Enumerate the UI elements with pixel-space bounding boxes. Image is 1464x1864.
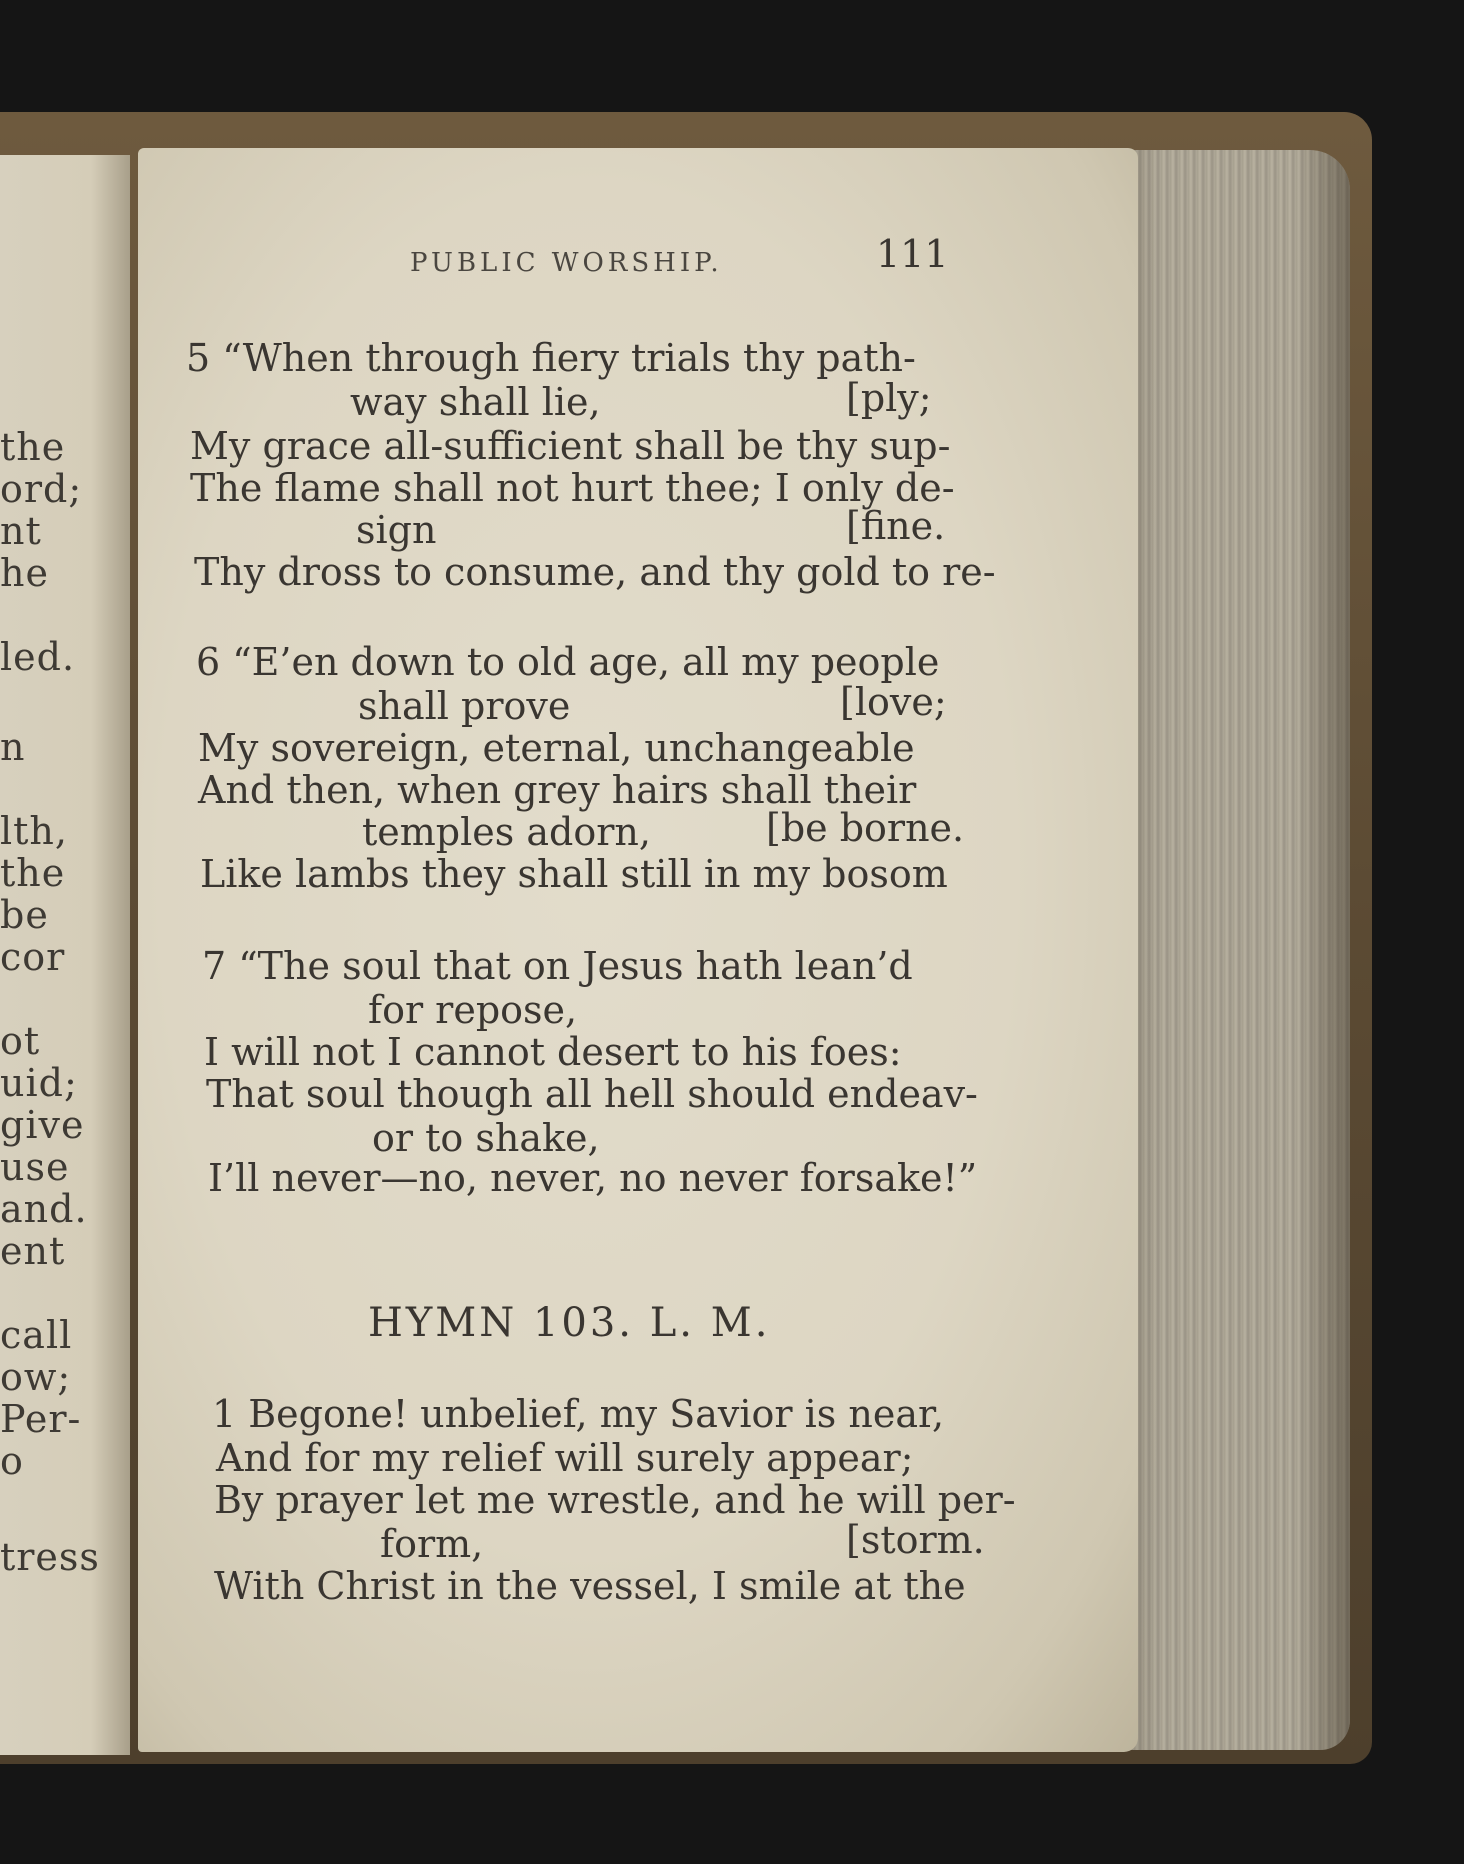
- verse-line: temples adorn,: [362, 810, 651, 854]
- left-page-fragment: ent: [0, 1229, 66, 1273]
- hymn-line: 1 Begone! unbelief, my Savior is near,: [212, 1392, 945, 1436]
- verse-line: [ply;: [846, 376, 932, 420]
- left-page-fragment: ord;: [0, 467, 83, 511]
- verse-line: Like lambs they shall still in my bosom: [200, 852, 948, 896]
- left-page-fragment: the: [0, 851, 66, 895]
- left-page-fragment: uid;: [0, 1061, 78, 1105]
- left-page-fragment: led.: [0, 635, 76, 679]
- left-page-fragment: ot: [0, 1019, 41, 1063]
- verse-line: And then, when grey hairs shall their: [198, 768, 917, 812]
- verse-line: or to shake,: [372, 1116, 600, 1160]
- hymn-line: And for my relief will surely appear;: [216, 1436, 914, 1480]
- hymn-heading: HYMN 103. L. M.: [368, 1300, 771, 1346]
- left-page-fragment: give: [0, 1103, 85, 1147]
- hymn-line: By prayer let me wrestle, and he will per-: [214, 1478, 1016, 1522]
- verse-line: That soul though all hell should endeav-: [206, 1072, 978, 1116]
- verse-line: way shall lie,: [350, 380, 601, 424]
- verse-line: The flame shall not hurt thee; I only de-: [190, 466, 955, 510]
- hymn-line: [storm.: [846, 1518, 985, 1562]
- left-page-fragment: call: [0, 1313, 73, 1357]
- left-page-fragment: be: [0, 893, 49, 937]
- left-page-fragment: the: [0, 425, 66, 469]
- verse-line: 5 “When through fiery trials thy path-: [186, 336, 916, 380]
- left-page-fragment: cor: [0, 935, 66, 979]
- running-head: PUBLIC WORSHIP.: [410, 248, 723, 278]
- verse-line: [love;: [840, 680, 947, 724]
- left-page-fragment: Per-: [0, 1397, 82, 1441]
- left-page-fragment: n: [0, 725, 26, 769]
- hymn-line: form,: [380, 1522, 484, 1566]
- verse-line: Thy dross to consume, and thy gold to re-: [194, 550, 996, 594]
- verse-line: for repose,: [368, 988, 578, 1032]
- left-page-fragment: ow;: [0, 1355, 72, 1399]
- verse-line: I will not I cannot desert to his foes:: [204, 1030, 902, 1074]
- left-page-fragment: and.: [0, 1187, 88, 1231]
- verse-line: shall prove: [358, 684, 571, 728]
- verse-line: My grace all-sufficient shall be thy sup-: [190, 424, 951, 468]
- verse-line: [fine.: [846, 504, 946, 548]
- verse-line: sign: [356, 508, 437, 552]
- verse-line: I’ll never—no, never, no never forsake!”: [208, 1156, 978, 1200]
- left-page-fragment: tress: [0, 1535, 100, 1579]
- left-page-fragment: nt: [0, 509, 42, 553]
- verse-line: [be borne.: [766, 806, 965, 850]
- left-page-fragment: o: [0, 1439, 24, 1483]
- verse-line: 7 “The soul that on Jesus hath lean’d: [202, 944, 913, 988]
- left-page-fragment: use: [0, 1145, 70, 1189]
- left-page-fragment: he: [0, 551, 49, 595]
- hymn-line: With Christ in the vessel, I smile at the: [214, 1564, 966, 1608]
- page-number: 111: [876, 232, 949, 276]
- left-page-fragment: lth,: [0, 809, 68, 853]
- verse-line: 6 “E’en down to old age, all my people: [196, 640, 940, 684]
- verse-line: My sovereign, eternal, unchangeable: [198, 726, 915, 770]
